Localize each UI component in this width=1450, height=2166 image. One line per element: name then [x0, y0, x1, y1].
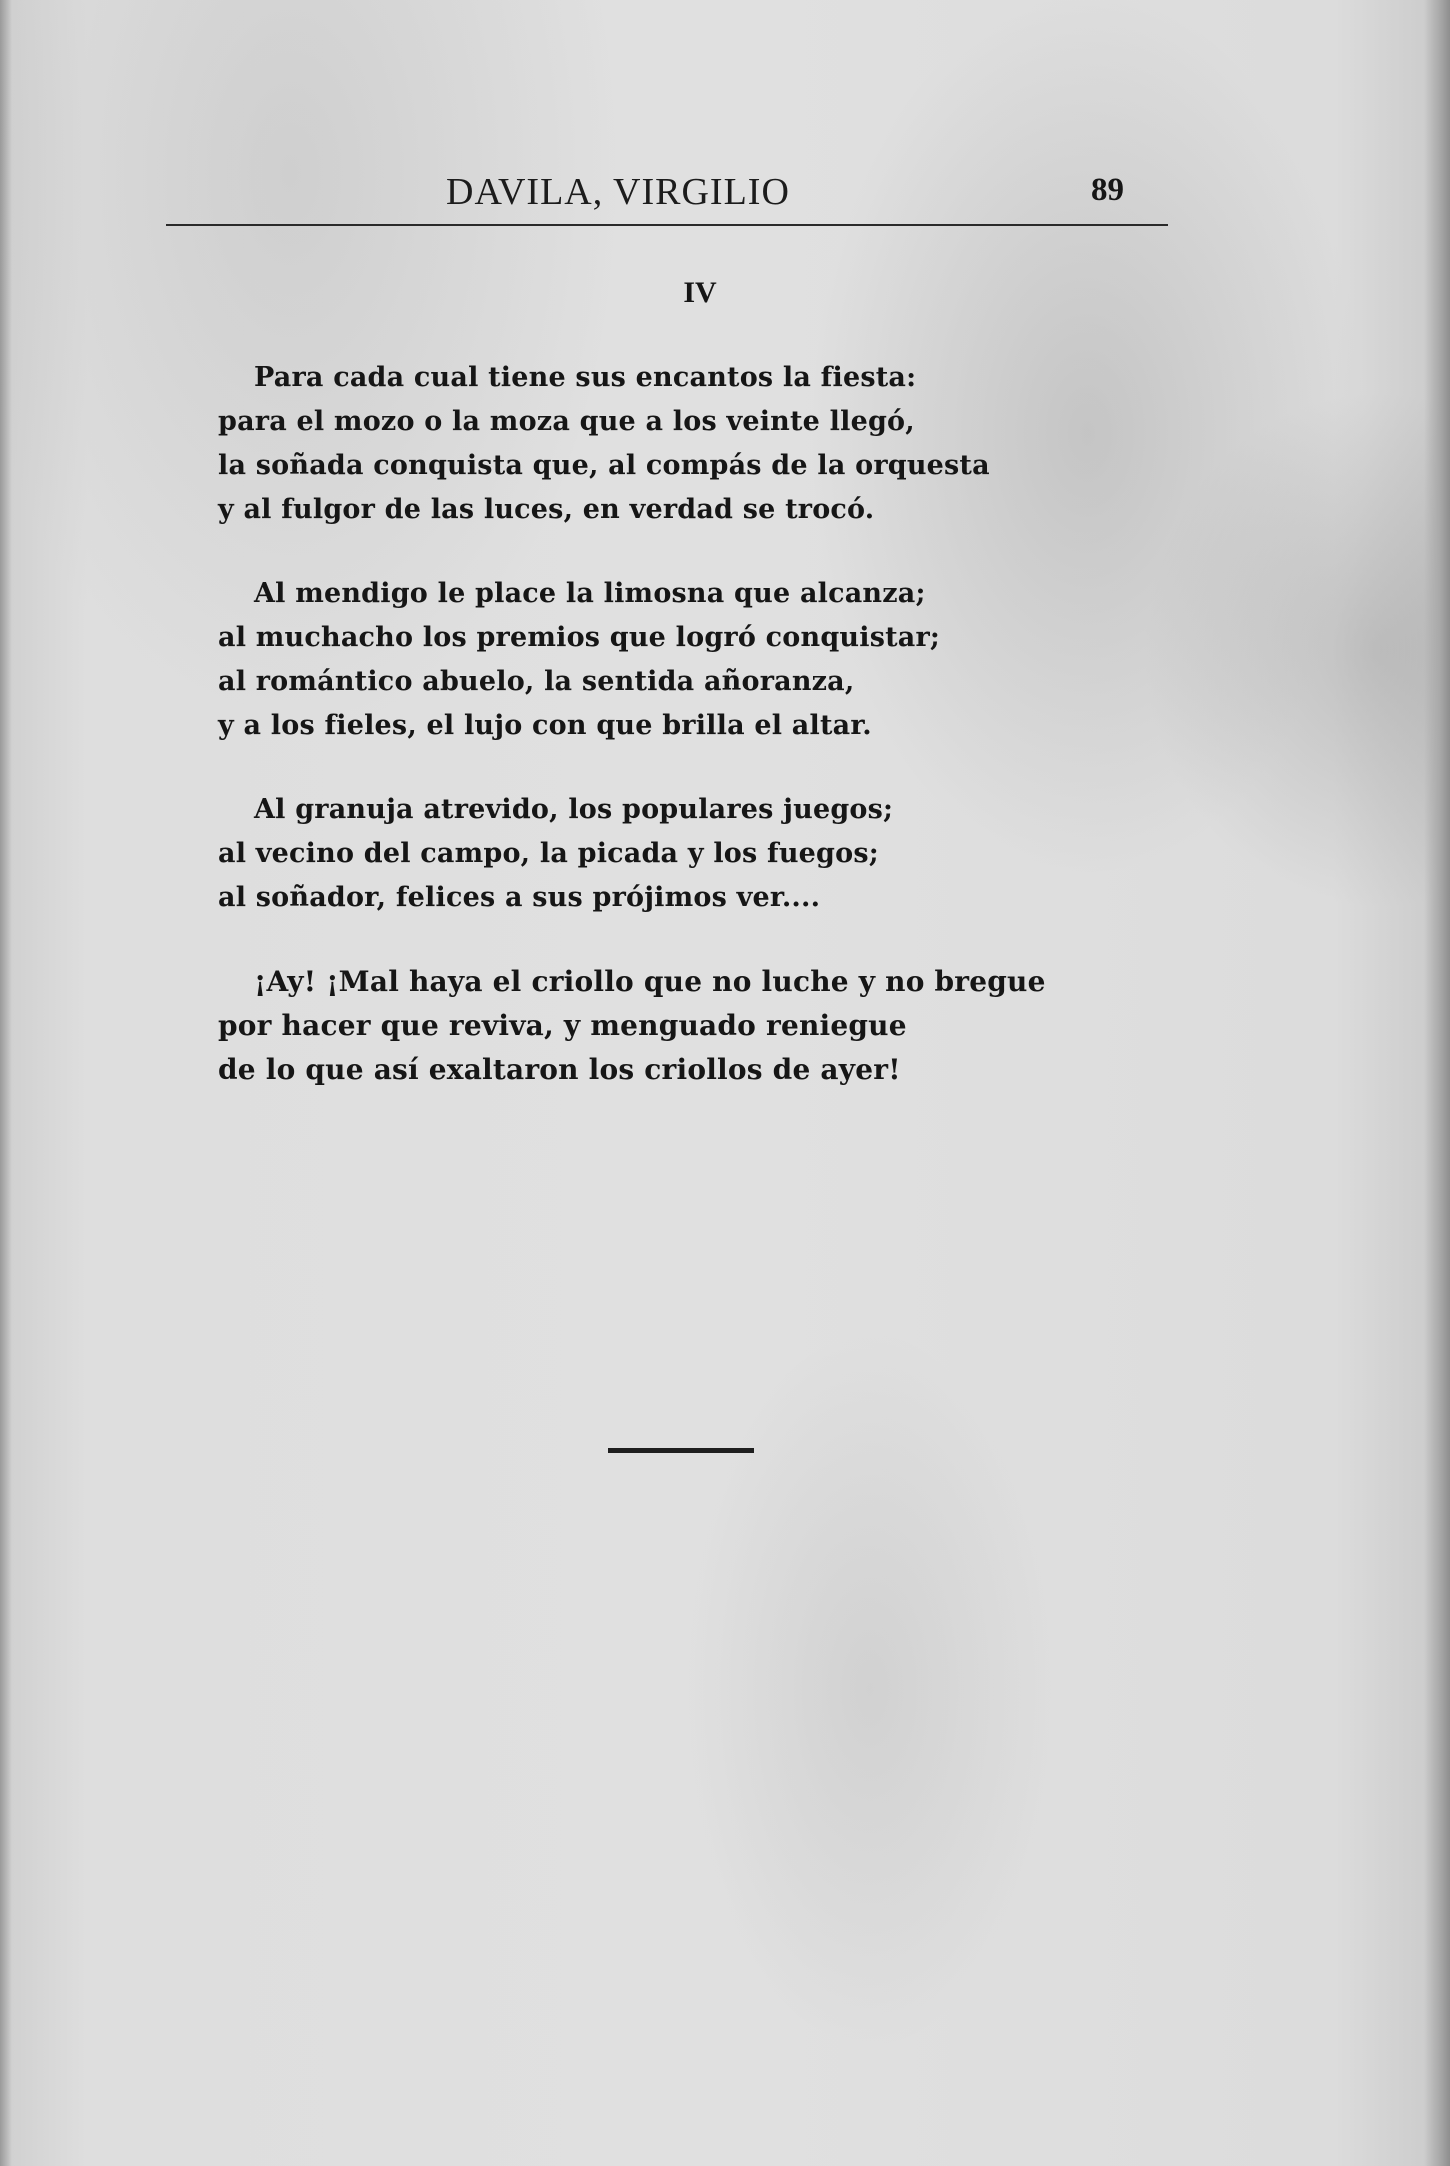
poem [218, 356, 1218, 1132]
stanza-4 [218, 960, 1218, 1092]
verse-line: al muchacho los premios que logró conquistar; [218, 622, 941, 653]
verse-line: Al granuja atrevido, los populares juegos; [254, 794, 894, 825]
verse-line: y a los fieles, el lujo con que brilla el altar. [218, 710, 872, 741]
verse-line: y al fulgor de las luces, en verdad se trocó. [218, 494, 875, 525]
header-rule [166, 224, 1168, 226]
verse-line: Para cada cual tiene sus encantos la fiesta: [254, 362, 917, 393]
end-of-poem-rule [608, 1448, 754, 1453]
page-number: 89 [1091, 172, 1124, 208]
stanza-2 [218, 572, 1218, 748]
running-head [166, 170, 1166, 226]
verse-line: al vecino del campo, la picada y los fuegos; [218, 838, 879, 869]
section-number: IV [683, 276, 717, 309]
running-head-title: DAVILA, VIRGILIO [446, 171, 790, 213]
stanza-3 [218, 788, 1218, 920]
verse-line: de lo que así exaltaron los criollos de ayer! [218, 1053, 901, 1086]
page-left-edge-shadow [0, 0, 12, 2166]
verse-line: al romántico abuelo, la sentida añoranza, [218, 666, 855, 697]
verse-line: ¡Ay! ¡Mal haya el criollo que no luche y no bregue [254, 965, 1046, 998]
verse-line: al soñador, felices a sus prójimos ver.... [218, 882, 821, 913]
page-right-edge-shadow [1424, 0, 1450, 2166]
verse-line: la soñada conquista que, al compás de la orquesta [218, 450, 990, 481]
verse-line: para el mozo o la moza que a los veinte llegó, [218, 406, 915, 437]
verse-line: por hacer que reviva, y menguado reniegue [218, 1009, 907, 1042]
stanza-1 [218, 356, 1218, 532]
verse-line: Al mendigo le place la limosna que alcanza; [254, 578, 926, 609]
